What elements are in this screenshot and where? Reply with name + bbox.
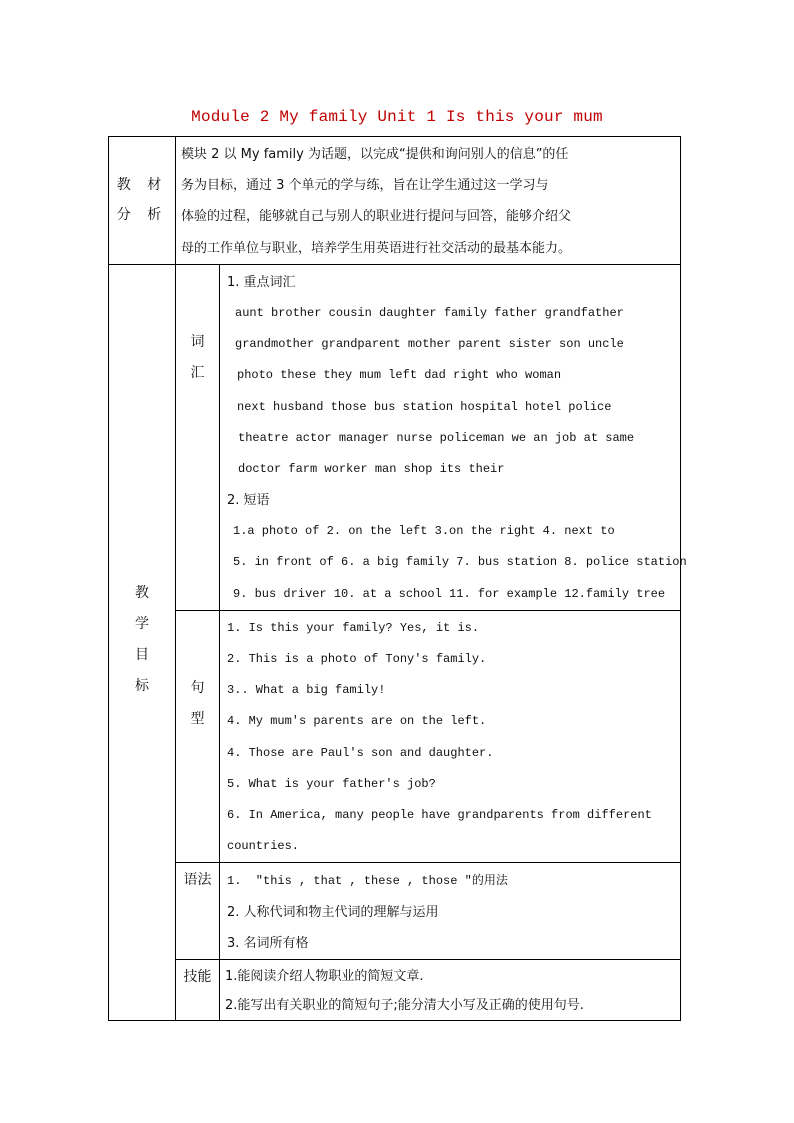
vocab-word-line: grandmother grandparent mother parent sister son uncle (235, 337, 624, 352)
vocab-content (220, 264, 687, 610)
sentence-line: 4. Those are Paul's son and daughter. (227, 745, 494, 760)
analysis-row (109, 137, 681, 265)
phrase-line: 9. bus driver 10. at a school 11. for example 12.family tree (233, 586, 666, 601)
grammar-label: 语法 (183, 872, 212, 889)
vocab-heading: 1. 重点词汇 (227, 274, 296, 290)
vocab-row (109, 264, 681, 610)
grammar-content (220, 863, 681, 960)
sentence-line: 3.. What a big family! (227, 683, 386, 698)
vocab-word-line: theatre actor manager nurse policeman we an job at same (238, 430, 635, 445)
sentence-line: 6. In America, many people have grandparents from different (227, 807, 652, 822)
sentence-line: countries. (227, 839, 300, 854)
vocab-label-char: 词 (190, 333, 205, 350)
analysis-line: 模块 2 以 My family 为话题，以完成“提供和询问别人的信息”的任 (181, 147, 569, 162)
sentences-label-cell (176, 610, 220, 863)
phrase-line: 5. in front of 6. a big family 7. bus station 8. police station (233, 555, 687, 570)
grammar-line (227, 865, 680, 896)
skills-line: 1.能阅读介绍人物职业的简短文章. (225, 968, 424, 984)
goals-label-cell (109, 264, 176, 1020)
analysis-line: 母的工作单位与职业，培养学生用英语进行社交活动的最基本能力。 (181, 240, 572, 256)
phrase-heading: 2. 短语 (227, 493, 270, 509)
analysis-line: 体验的过程，能够就自己与别人的职业进行提问与回答，能够介绍父 (181, 209, 572, 225)
sentences-label-char: 句 (190, 679, 205, 696)
vocab-word-line: photo these they mum left dad right who woman (237, 368, 562, 383)
sentence-line: 4. My mum's parents are on the left. (227, 714, 487, 729)
analysis-label-line2: 分 析 (116, 207, 168, 224)
skills-line: 2.能写出有关职业的简短句子;能分清大小写及正确的使用句号. (225, 997, 584, 1013)
goals-label-char: 标 (135, 677, 149, 694)
analysis-line: 务为目标，通过 3 个单元的学与练，旨在让学生通过这一学习与 (181, 178, 549, 194)
grammar-label-cell (176, 863, 220, 960)
grammar-row (109, 863, 681, 960)
grammar-line-text: 1. "this , that , these , those "的用法 (227, 874, 508, 889)
grammar-line: 3. 名词所有格 (227, 935, 309, 951)
analysis-label-line1: 教 材 (116, 177, 168, 194)
sentences-row (109, 610, 681, 863)
phrase-line: 1.a photo of 2. on the left 3.on the right 4. next to (233, 524, 615, 539)
sentence-line: 5. What is your father's job? (227, 776, 436, 791)
vocab-word-line: doctor farm worker man shop its their (238, 461, 505, 476)
goals-label-char: 教 (135, 584, 149, 601)
sentences-label-char: 型 (190, 710, 205, 727)
analysis-content (176, 137, 681, 265)
skills-row (109, 959, 681, 1020)
vocab-word-line: aunt brother cousin daughter family father grandfather (235, 305, 624, 320)
goals-label-char: 学 (135, 615, 149, 632)
sentences-content (220, 610, 681, 863)
lesson-table (108, 136, 687, 1021)
sentence-line: 2. This is a photo of Tony's family. (227, 652, 487, 666)
page-title: Module 2 My family Unit 1 Is this your mum (191, 108, 603, 126)
skills-label-cell (176, 959, 220, 1020)
skills-content (220, 959, 681, 1020)
skills-label: 技能 (183, 968, 212, 985)
goals-label-char: 目 (135, 646, 149, 663)
sentence-line: 1. Is this your family? Yes, it is. (227, 620, 480, 635)
analysis-label-cell (109, 137, 176, 265)
vocab-word-line: next husband those bus station hospital hotel police (237, 399, 612, 414)
vocab-label-cell (176, 264, 220, 610)
grammar-line: 2. 人称代词和物主代词的理解与运用 (227, 904, 439, 920)
vocab-label-char: 汇 (190, 364, 205, 381)
